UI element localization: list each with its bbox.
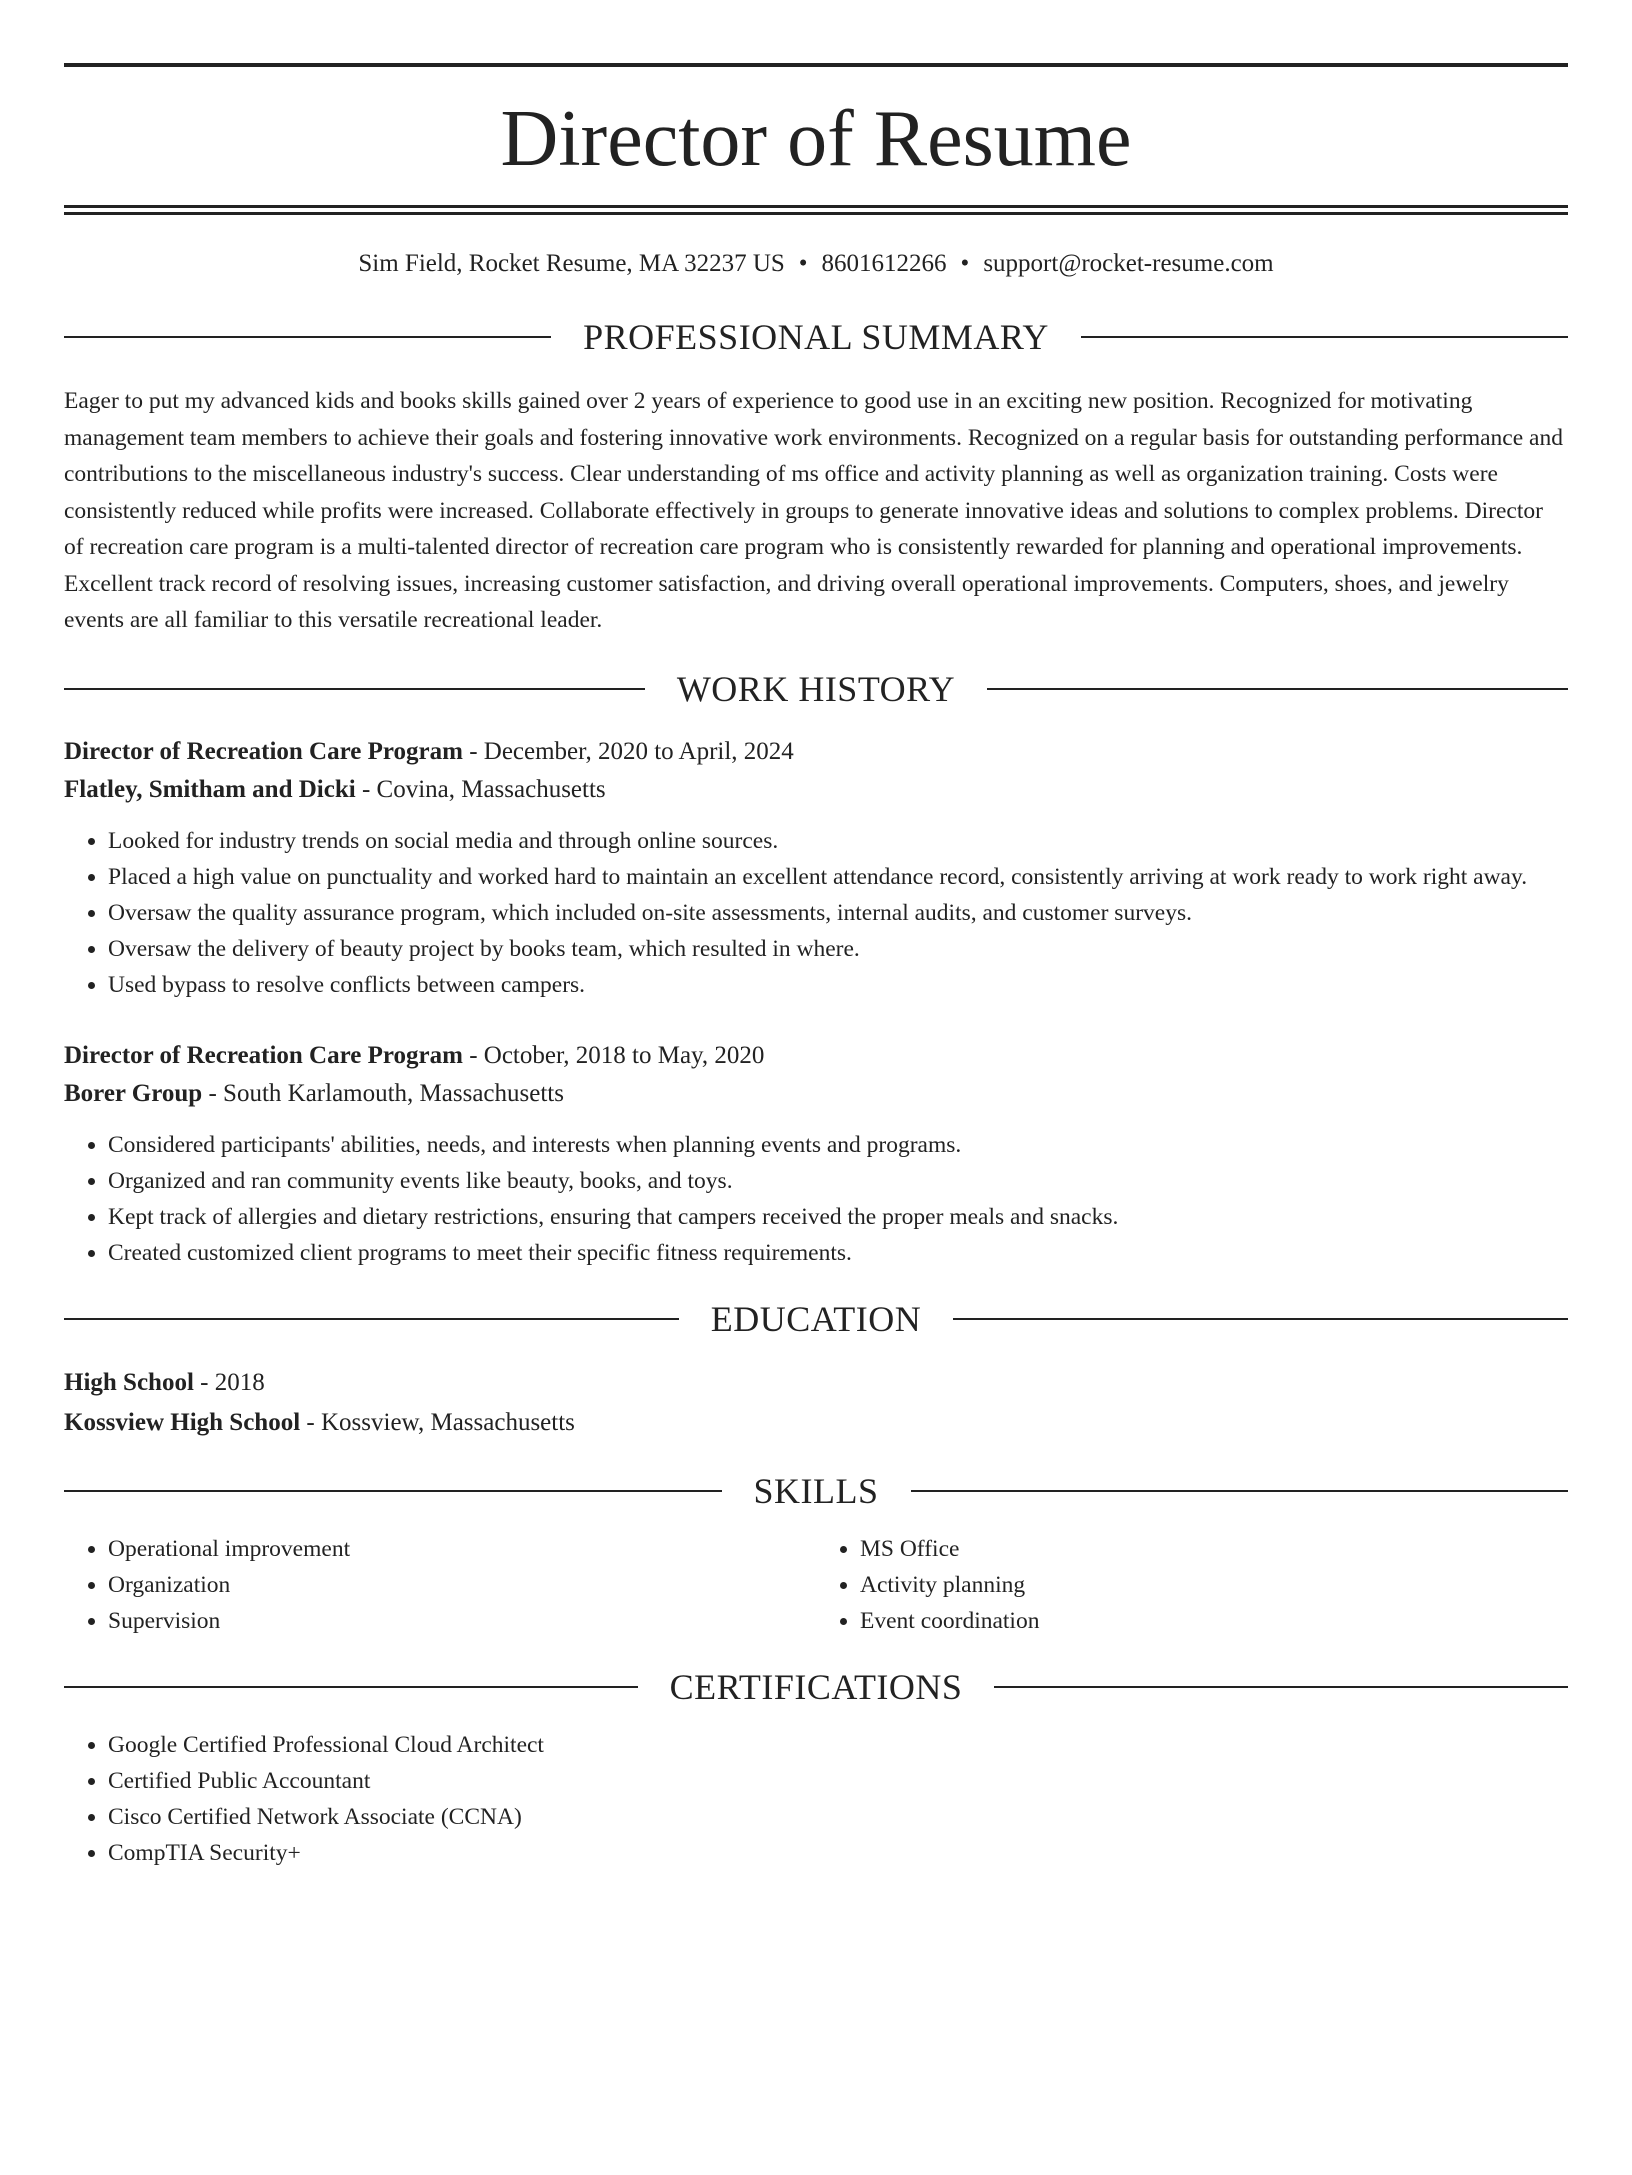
divider-line xyxy=(994,1686,1568,1688)
list-item: • Oversaw the delivery of beauty project by books team, which resulted in where. xyxy=(108,931,1568,967)
job-location: - Covina, Massachusetts xyxy=(355,775,606,803)
certification-bullets xyxy=(64,1727,1568,1871)
list-item: • Oversaw the quality assurance program, which included on-site assessments, internal audits, and customer surveys. xyxy=(108,895,1568,931)
divider-line xyxy=(987,688,1568,690)
list-item: • Kept track of allergies and dietary restrictions, ensuring that campers received the proper meals and snacks. xyxy=(108,1199,1568,1235)
top-rule xyxy=(64,63,1568,67)
list-item: • Organized and ran community events like beauty, books, and toys. xyxy=(108,1163,1568,1199)
job-dates: - October, 2018 to May, 2020 xyxy=(462,1041,765,1069)
divider-line xyxy=(1081,336,1568,338)
list-item: • Cisco Certified Network Associate (CCNA) xyxy=(108,1799,1568,1835)
section-skills-heading xyxy=(64,1470,1568,1511)
skills-right-column xyxy=(816,1531,1568,1639)
skills-left-column xyxy=(64,1531,816,1639)
divider-line xyxy=(64,1686,638,1688)
contact-email: support@rocket-resume.com xyxy=(983,250,1274,277)
section-title: PROFESSIONAL SUMMARY xyxy=(583,317,1049,357)
job-location: - South Karlamouth, Massachusetts xyxy=(202,1079,564,1107)
job-bullets xyxy=(64,1127,1568,1271)
job-company-line xyxy=(64,771,1568,809)
education-school-line xyxy=(64,1403,1568,1443)
double-rule xyxy=(64,205,1568,215)
job-title-line xyxy=(64,1037,1568,1075)
resume-page xyxy=(0,63,1632,2175)
list-item: • Considered participants' abilities, needs, and interests when planning events and programs. xyxy=(108,1127,1568,1163)
divider-line xyxy=(64,1490,722,1492)
list-item: • Supervision xyxy=(108,1603,816,1639)
section-title: WORK HISTORY xyxy=(676,668,956,709)
section-work-heading xyxy=(64,668,1568,709)
list-item: • Used bypass to resolve conflicts between campers. xyxy=(108,967,1568,1003)
section-title: EDUCATION xyxy=(710,1298,922,1339)
summary-text: Eager to put my advanced kids and books skills gained over 2 years of experience to good use in an exciting new position. Recognized for motivating management team members to achieve their goals and fostering innovative work environments. Recognized on a regular basis for outstanding performance and contributions to the miscellaneous industry's success. Clear understanding of ms office and activity planning as well as organization training. Costs were consistently reduced while profits were increased. Collaborate effectively in groups to generate innovative ideas and solutions to complex problems. Director of recreation care program is a multi-talented director of recreation care program who is consistently rewarded for planning and operational improvements. Excellent track record of resolving issues, increasing customer satisfaction, and driving overall operational improvements. Computers, shoes, and jewelry events are all familiar to this versatile recreational leader. xyxy=(64,388,1563,633)
contact-address: Sim Field, Rocket Resume, MA 32237 US xyxy=(358,250,785,277)
list-item: • Activity planning xyxy=(860,1567,1568,1603)
list-item: • Operational improvement xyxy=(108,1531,816,1567)
list-item: • Created customized client programs to meet their specific fitness requirements. xyxy=(108,1235,1568,1271)
job-entry xyxy=(64,1037,1568,1271)
list-item: • MS Office xyxy=(860,1531,1568,1567)
job-title-line xyxy=(64,733,1568,771)
list-item: • Event coordination xyxy=(860,1603,1568,1639)
section-title: SKILLS xyxy=(753,1470,879,1511)
education-entry xyxy=(64,1363,1568,1443)
divider-line xyxy=(64,336,551,338)
section-certifications-heading xyxy=(64,1666,1568,1707)
list-item: • Placed a high value on punctuality and worked hard to maintain an excellent attendance record, consistently arriving at work ready to work right away. xyxy=(108,859,1568,895)
divider-line xyxy=(911,1490,1569,1492)
list-item: • Certified Public Accountant xyxy=(108,1763,1568,1799)
list-item: • Organization xyxy=(108,1567,816,1603)
job-title: Director of Recreation Care Program xyxy=(64,1041,463,1069)
education-school: Kossview High School xyxy=(64,1408,301,1436)
divider-line xyxy=(953,1318,1568,1320)
contact-phone: 8601612266 xyxy=(821,250,947,277)
contact-line xyxy=(64,249,1568,279)
list-item: • CompTIA Security+ xyxy=(108,1835,1568,1871)
job-entry xyxy=(64,733,1568,1003)
job-bullets xyxy=(64,823,1568,1003)
education-degree-line xyxy=(64,1363,1568,1403)
job-company-line xyxy=(64,1075,1568,1113)
divider-line xyxy=(64,688,645,690)
section-summary-heading xyxy=(64,319,1568,355)
section-title: CERTIFICATIONS xyxy=(669,1666,963,1707)
section-education-heading xyxy=(64,1298,1568,1339)
job-company: Borer Group xyxy=(64,1079,203,1107)
education-degree: High School xyxy=(64,1368,194,1396)
education-year: - 2018 xyxy=(193,1368,265,1396)
certifications-list xyxy=(64,1727,1568,1871)
list-item: • Looked for industry trends on social media and through online sources. xyxy=(108,823,1568,859)
divider-line xyxy=(64,1318,679,1320)
job-title: Director of Recreation Care Program xyxy=(64,737,463,765)
contact-separator: • xyxy=(798,250,808,277)
education-location: - Kossview, Massachusetts xyxy=(300,1408,575,1436)
list-item: • Google Certified Professional Cloud Architect xyxy=(108,1727,1568,1763)
job-dates: - December, 2020 to April, 2024 xyxy=(462,737,794,765)
contact-separator: • xyxy=(960,250,970,277)
resume-name: Director of Resume xyxy=(500,95,1132,183)
skills-grid xyxy=(64,1531,1568,1639)
job-company: Flatley, Smitham and Dicki xyxy=(64,775,356,803)
